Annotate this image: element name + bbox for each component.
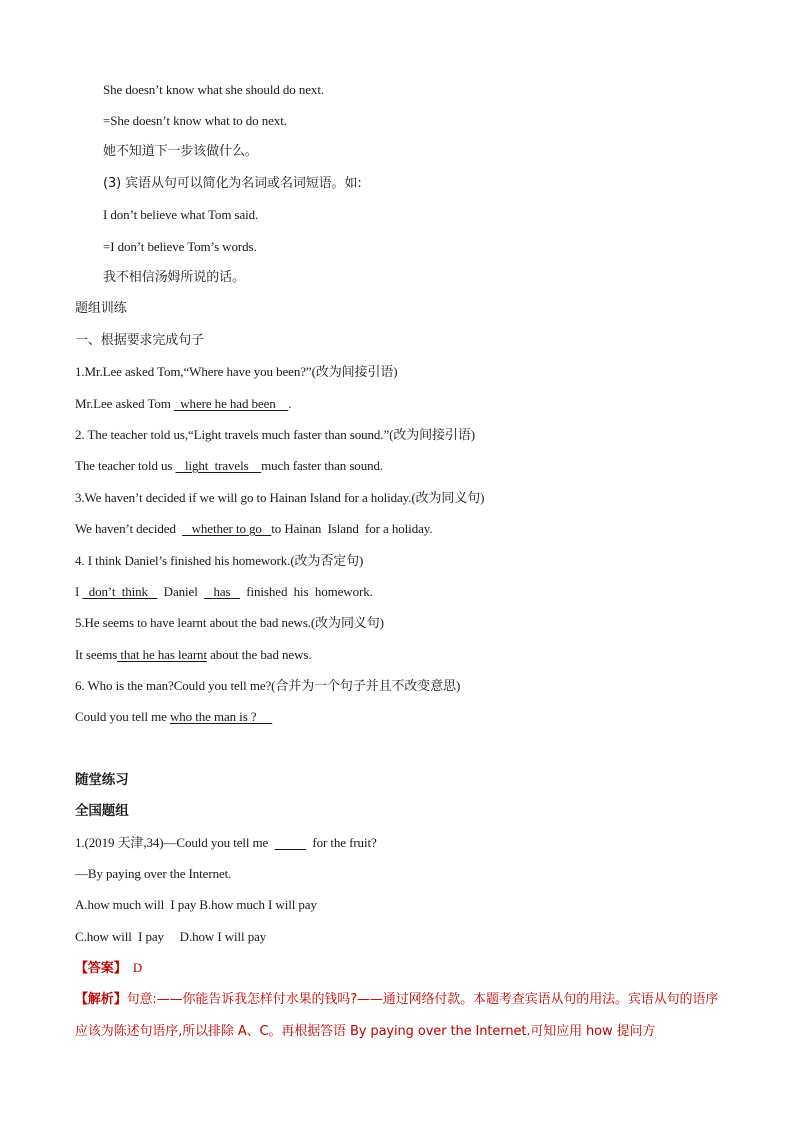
question-answer	[75, 646, 311, 664]
mcq-options-ab: A.how much will I pay B.how much I will pay	[75, 897, 317, 912]
answer-text: .	[288, 396, 292, 411]
answer-fill: that he has learnt	[117, 647, 207, 662]
answer-fill: don’t think	[82, 584, 158, 599]
answer-fill: light travels	[175, 458, 262, 473]
example-equivalent: =She doesn’t know what to do next.	[103, 113, 287, 128]
answer-text: The teacher told us	[75, 458, 176, 473]
example-sentence: She doesn’t know what she should do next.	[103, 82, 324, 97]
mcq-stem-text: for the fruit?	[306, 835, 377, 850]
question-answer	[75, 520, 432, 538]
section-heading-training: 题组训练	[75, 301, 127, 316]
answer-text: to Hainan Island for a holiday.	[271, 521, 433, 536]
question-prompt: 2. The teacher told us,“Light travels much faster than sound.”(改为间接引语)	[75, 427, 475, 442]
part-title: 一、根据要求完成句子	[75, 333, 205, 348]
answer-label: 【答案】	[75, 961, 127, 976]
question-prompt: 4. I think Daniel’s finished his homework.(改为否定句)	[75, 553, 364, 568]
example-equivalent: =I don’t believe Tom’s words.	[103, 239, 257, 254]
question-prompt: 1.Mr.Lee asked Tom,“Where have you been?”(改为间接引语)	[75, 364, 398, 379]
example-translation: 我不相信汤姆所说的话。	[103, 270, 245, 285]
answer-fill: where he had been	[173, 396, 289, 411]
answer-text: It seems	[75, 647, 118, 662]
question-prompt: 6. Who is the man?Could you tell me?(合并为一个句子并且不改变意思)	[75, 678, 461, 693]
example-translation: 她不知道下一步该做什么。	[103, 144, 258, 159]
question-prompt: 5.He seems to have learnt about the bad news.(改为同义句)	[75, 615, 384, 630]
mcq-stem-text: 1.(2019 天津,34)—Could you tell me	[75, 835, 275, 850]
answer-text: Daniel	[157, 584, 205, 599]
analysis-paragraph	[75, 983, 720, 1047]
answer-text: finished his homework.	[239, 584, 373, 599]
grammar-rule: (3) 宾语从句可以简化为名词或名词短语。如:	[103, 176, 362, 191]
answer-fill: whether to go	[182, 521, 272, 536]
analysis-label: 【解析】	[75, 992, 127, 1007]
answer-text: Could you tell me	[75, 709, 170, 724]
mcq-blank	[275, 835, 307, 850]
answer-fill: who the man is ?	[169, 709, 273, 724]
mcq-stem	[75, 834, 377, 852]
answer-text: We haven’t decided	[75, 521, 183, 536]
answer-text: much faster than sound.	[261, 458, 384, 473]
question-prompt: 3.We haven’t decided if we will go to Hainan Island for a holiday.(改为同义句)	[75, 490, 485, 505]
question-answer	[75, 583, 373, 601]
answer-fill: has	[204, 584, 240, 599]
answer-row	[75, 959, 142, 978]
section-heading-national: 全国题组	[75, 803, 129, 819]
section-heading-practice: 随堂练习	[75, 772, 129, 788]
question-answer	[75, 457, 383, 475]
mcq-reply: —By paying over the Internet.	[75, 866, 232, 881]
answer-text: Mr.Lee asked Tom	[75, 396, 174, 411]
answer-text: I	[75, 584, 83, 599]
question-answer	[75, 395, 291, 413]
question-answer	[75, 708, 272, 726]
example-sentence: I don’t believe what Tom said.	[103, 207, 259, 222]
answer-value: D	[126, 960, 143, 975]
analysis-text: 句意:——你能告诉我怎样付水果的钱吗?——通过网络付款。本题考查宾语从句的用法。宾语从句的语序应该为陈述句语序,所以排除 A、C。再根据答语 By paying over the Internet.可知应用 how 提问方	[75, 992, 719, 1039]
mcq-options-cd: C.how will I pay D.how I will pay	[75, 929, 267, 944]
answer-text: about the bad news.	[206, 647, 312, 662]
